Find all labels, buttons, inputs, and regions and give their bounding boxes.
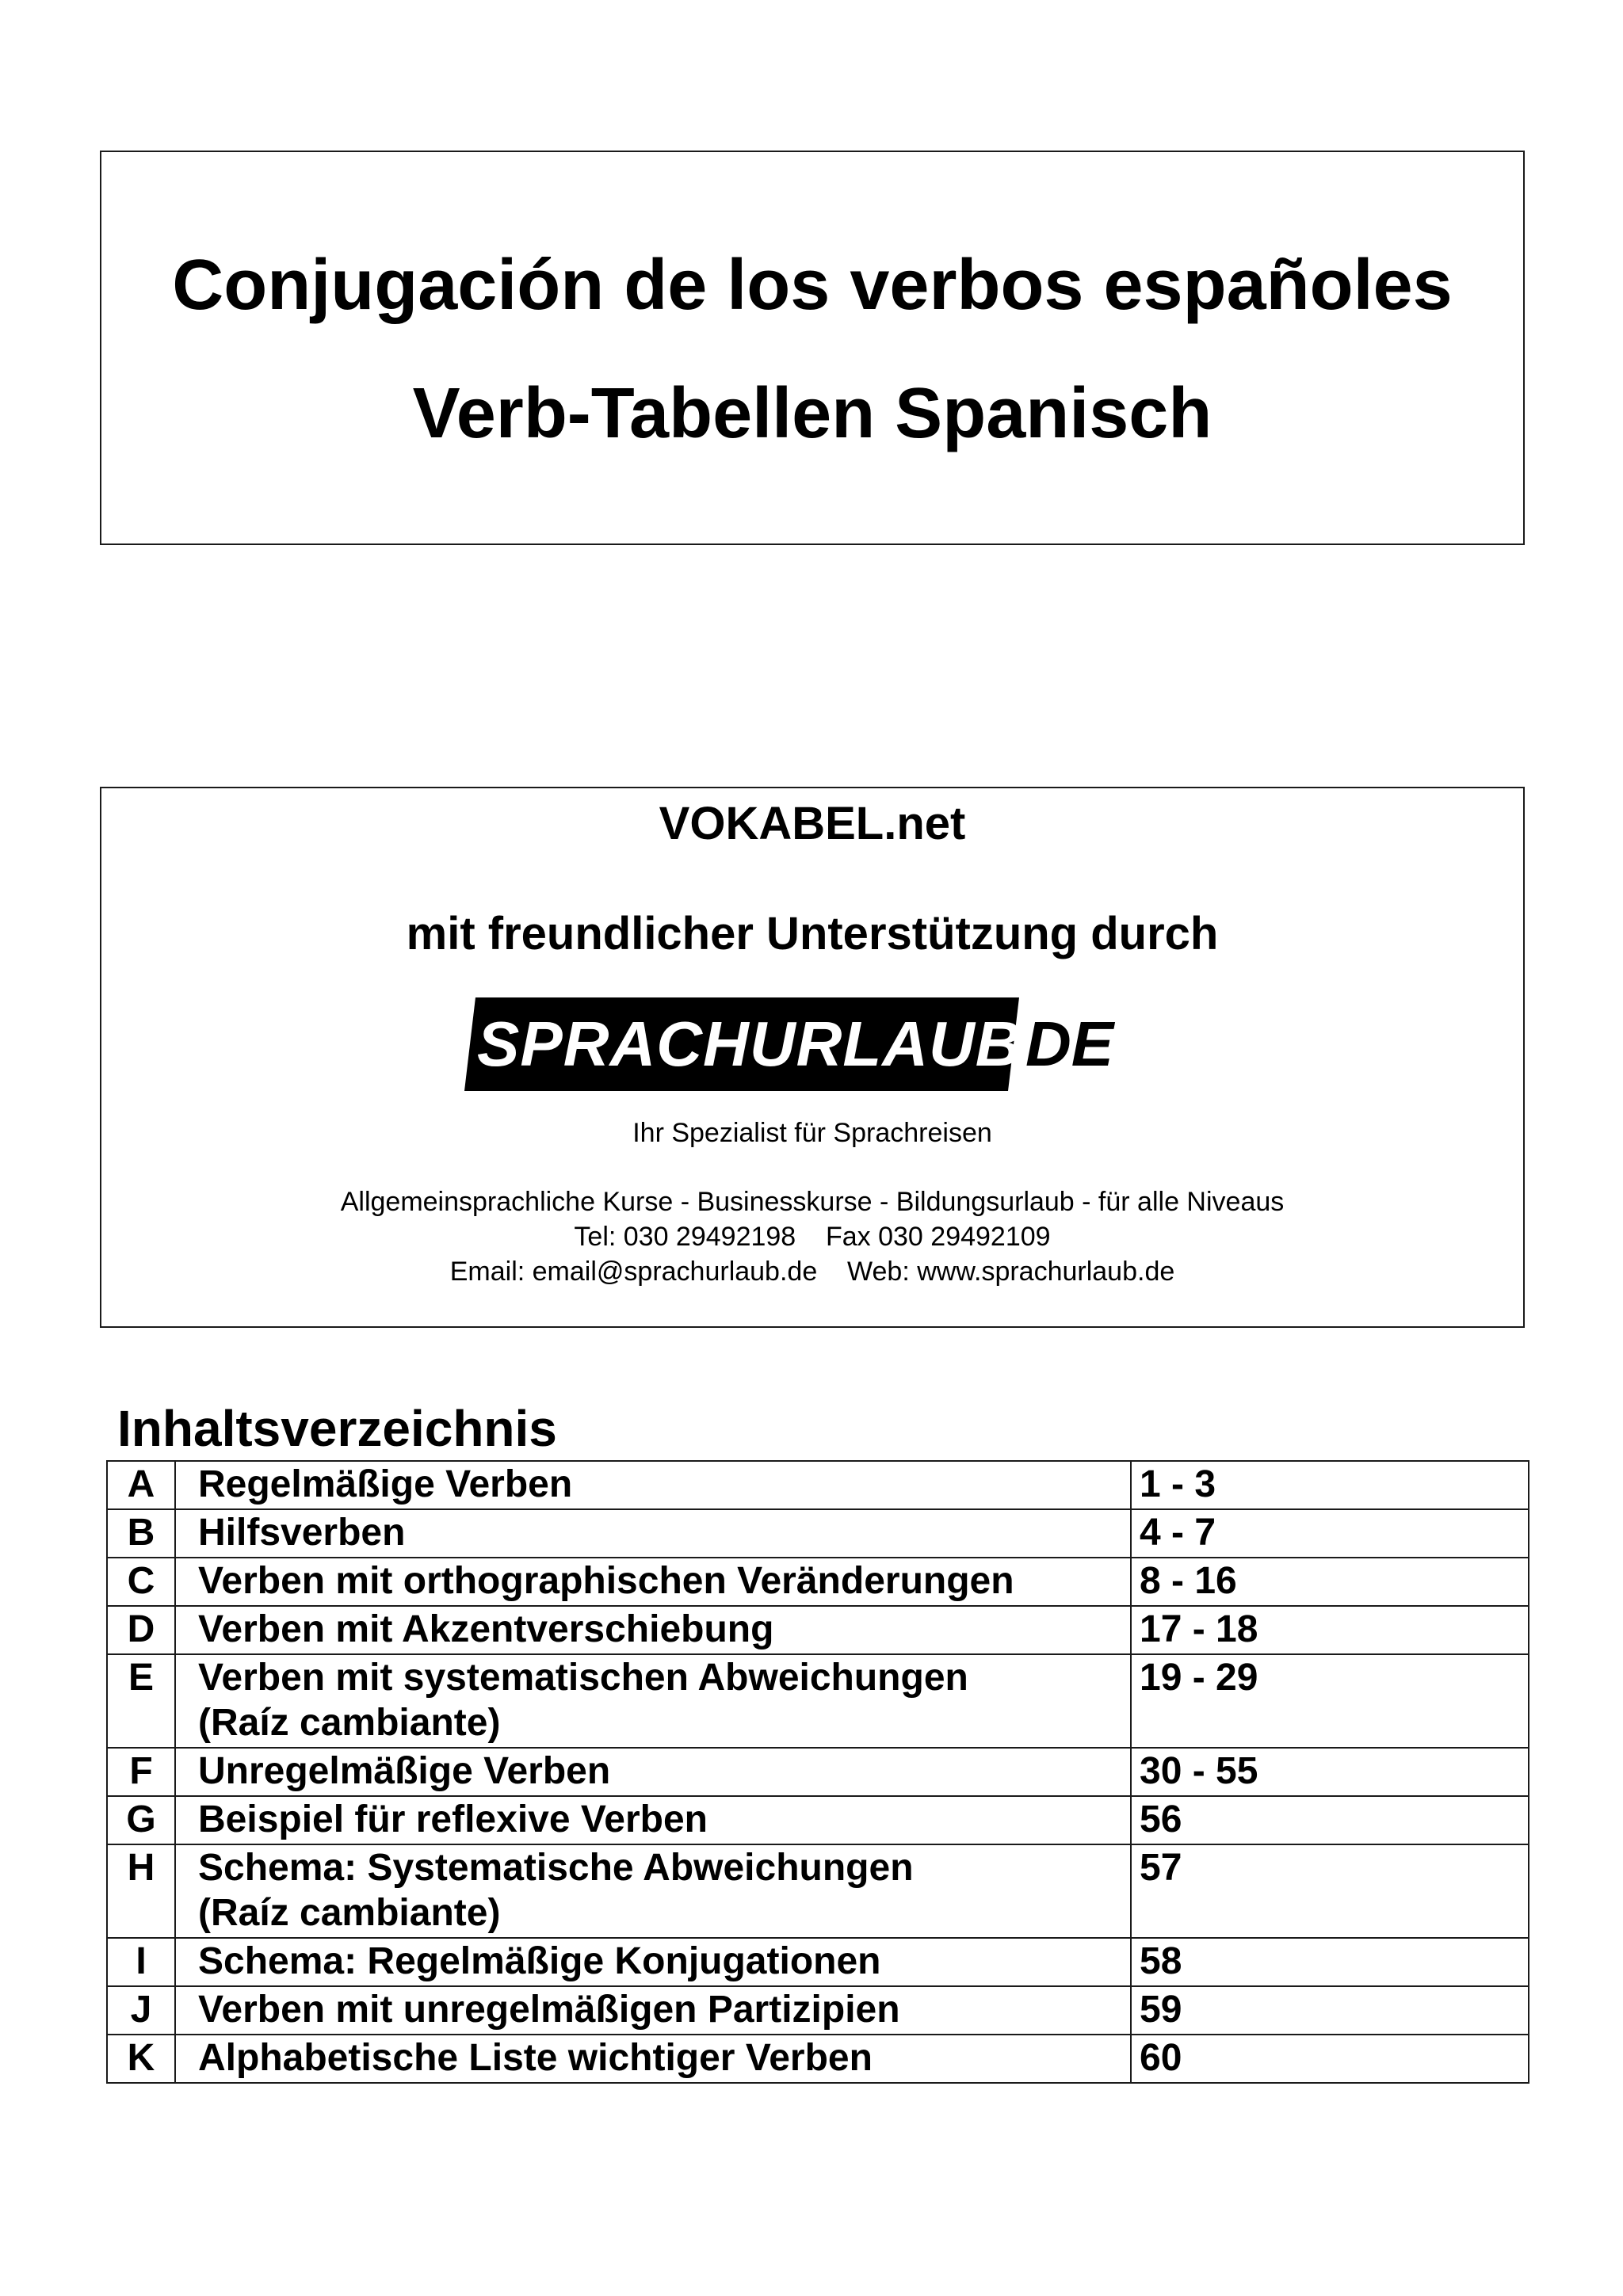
toc-title: Regelmäßige Verben xyxy=(198,1463,573,1505)
toc-letter: E xyxy=(107,1654,175,1748)
toc-title-cell xyxy=(175,1606,1131,1654)
toc-title: Schema: Systematische Abweichungen xyxy=(198,1847,914,1889)
toc-letter: C xyxy=(107,1558,175,1606)
toc-title-cell xyxy=(175,1844,1131,1938)
table-row xyxy=(107,1844,1529,1938)
table-row xyxy=(107,2035,1529,2083)
toc-table xyxy=(106,1460,1529,2084)
document-subtitle: Verb-Tabellen Spanisch xyxy=(412,374,1212,453)
toc-title: Beispiel für reflexive Verben xyxy=(198,1798,708,1840)
toc-pages: 1 - 3 xyxy=(1131,1461,1529,1509)
table-row xyxy=(107,1796,1529,1844)
toc-pages: 8 - 16 xyxy=(1131,1558,1529,1606)
table-row xyxy=(107,1558,1529,1606)
tagline: Ihr Spezialist für Sprachreisen xyxy=(632,1118,992,1148)
table-row xyxy=(107,1654,1529,1748)
toc-pages: 60 xyxy=(1131,2035,1529,2083)
toc-title: Verben mit unregelmäßigen Partizipien xyxy=(198,1989,900,2031)
toc-title: Schema: Regelmäßige Konjugationen xyxy=(198,1940,881,1982)
contact-line-courses: Allgemeinsprachliche Kurse - Businesskurse - Bildungsurlaub - für alle Niveaus xyxy=(340,1187,1285,1217)
toc-subtitle: (Raíz cambiante) xyxy=(198,1892,501,1934)
toc-letter: K xyxy=(107,2035,175,2083)
toc-title: Unregelmäßige Verben xyxy=(198,1750,611,1792)
table-row xyxy=(107,1606,1529,1654)
toc-letter: G xyxy=(107,1796,175,1844)
toc-letter: H xyxy=(107,1844,175,1938)
toc-title: Verben mit systematischen Abweichungen xyxy=(198,1657,968,1699)
toc-title-cell xyxy=(175,1796,1131,1844)
toc-letter: B xyxy=(107,1509,175,1558)
toc-title: Verben mit Akzentverschiebung xyxy=(198,1608,774,1650)
toc-title: Verben mit orthographischen Veränderungen xyxy=(198,1560,1014,1602)
toc-pages: 57 xyxy=(1131,1844,1529,1938)
toc-pages: 59 xyxy=(1131,1986,1529,2035)
toc-letter: I xyxy=(107,1938,175,1986)
toc-title-cell xyxy=(175,1654,1131,1748)
sprachurlaub-logo xyxy=(464,997,1154,1091)
toc-subtitle: (Raíz cambiante) xyxy=(198,1702,501,1744)
toc-letter: A xyxy=(107,1461,175,1509)
toc-pages: 17 - 18 xyxy=(1131,1606,1529,1654)
table-row xyxy=(107,1938,1529,1986)
contact-line-phone: Tel: 030 29492198 Fax 030 29492109 xyxy=(574,1222,1051,1252)
table-row xyxy=(107,1986,1529,2035)
logo-right-text: DE xyxy=(1025,1009,1114,1079)
table-row xyxy=(107,1461,1529,1509)
contact-line-web: Email: email@sprachurlaub.de Web: www.sprachurlaub.de xyxy=(449,1257,1175,1287)
toc-letter: F xyxy=(107,1748,175,1796)
toc-pages: 56 xyxy=(1131,1796,1529,1844)
toc-title: Alphabetische Liste wichtiger Verben xyxy=(198,2037,873,2079)
site-name: VOKABEL.net xyxy=(659,798,966,849)
toc-title-cell xyxy=(175,1509,1131,1558)
toc-title-cell xyxy=(175,2035,1131,2083)
title-box xyxy=(100,151,1525,545)
table-row xyxy=(107,1509,1529,1558)
toc-heading: Inhaltsverzeichnis xyxy=(117,1400,557,1457)
toc-title: Hilfsverben xyxy=(198,1512,406,1554)
toc-letter: J xyxy=(107,1986,175,2035)
table-row xyxy=(107,1748,1529,1796)
logo-left-text: SPRACHURLAUB xyxy=(477,1009,1022,1079)
toc-title-cell xyxy=(175,1938,1131,1986)
toc-pages: 30 - 55 xyxy=(1131,1748,1529,1796)
toc-pages: 58 xyxy=(1131,1938,1529,1986)
toc-pages: 4 - 7 xyxy=(1131,1509,1529,1558)
toc-title-cell xyxy=(175,1461,1131,1509)
toc-letter: D xyxy=(107,1606,175,1654)
document-title: Conjugación de los verbos españoles xyxy=(172,246,1453,325)
support-text: mit freundlicher Unterstützung durch xyxy=(406,908,1219,959)
toc-title-cell xyxy=(175,1748,1131,1796)
toc-title-cell xyxy=(175,1986,1131,2035)
sponsor-box xyxy=(100,787,1525,1328)
toc-pages: 19 - 29 xyxy=(1131,1654,1529,1748)
toc-title-cell xyxy=(175,1558,1131,1606)
